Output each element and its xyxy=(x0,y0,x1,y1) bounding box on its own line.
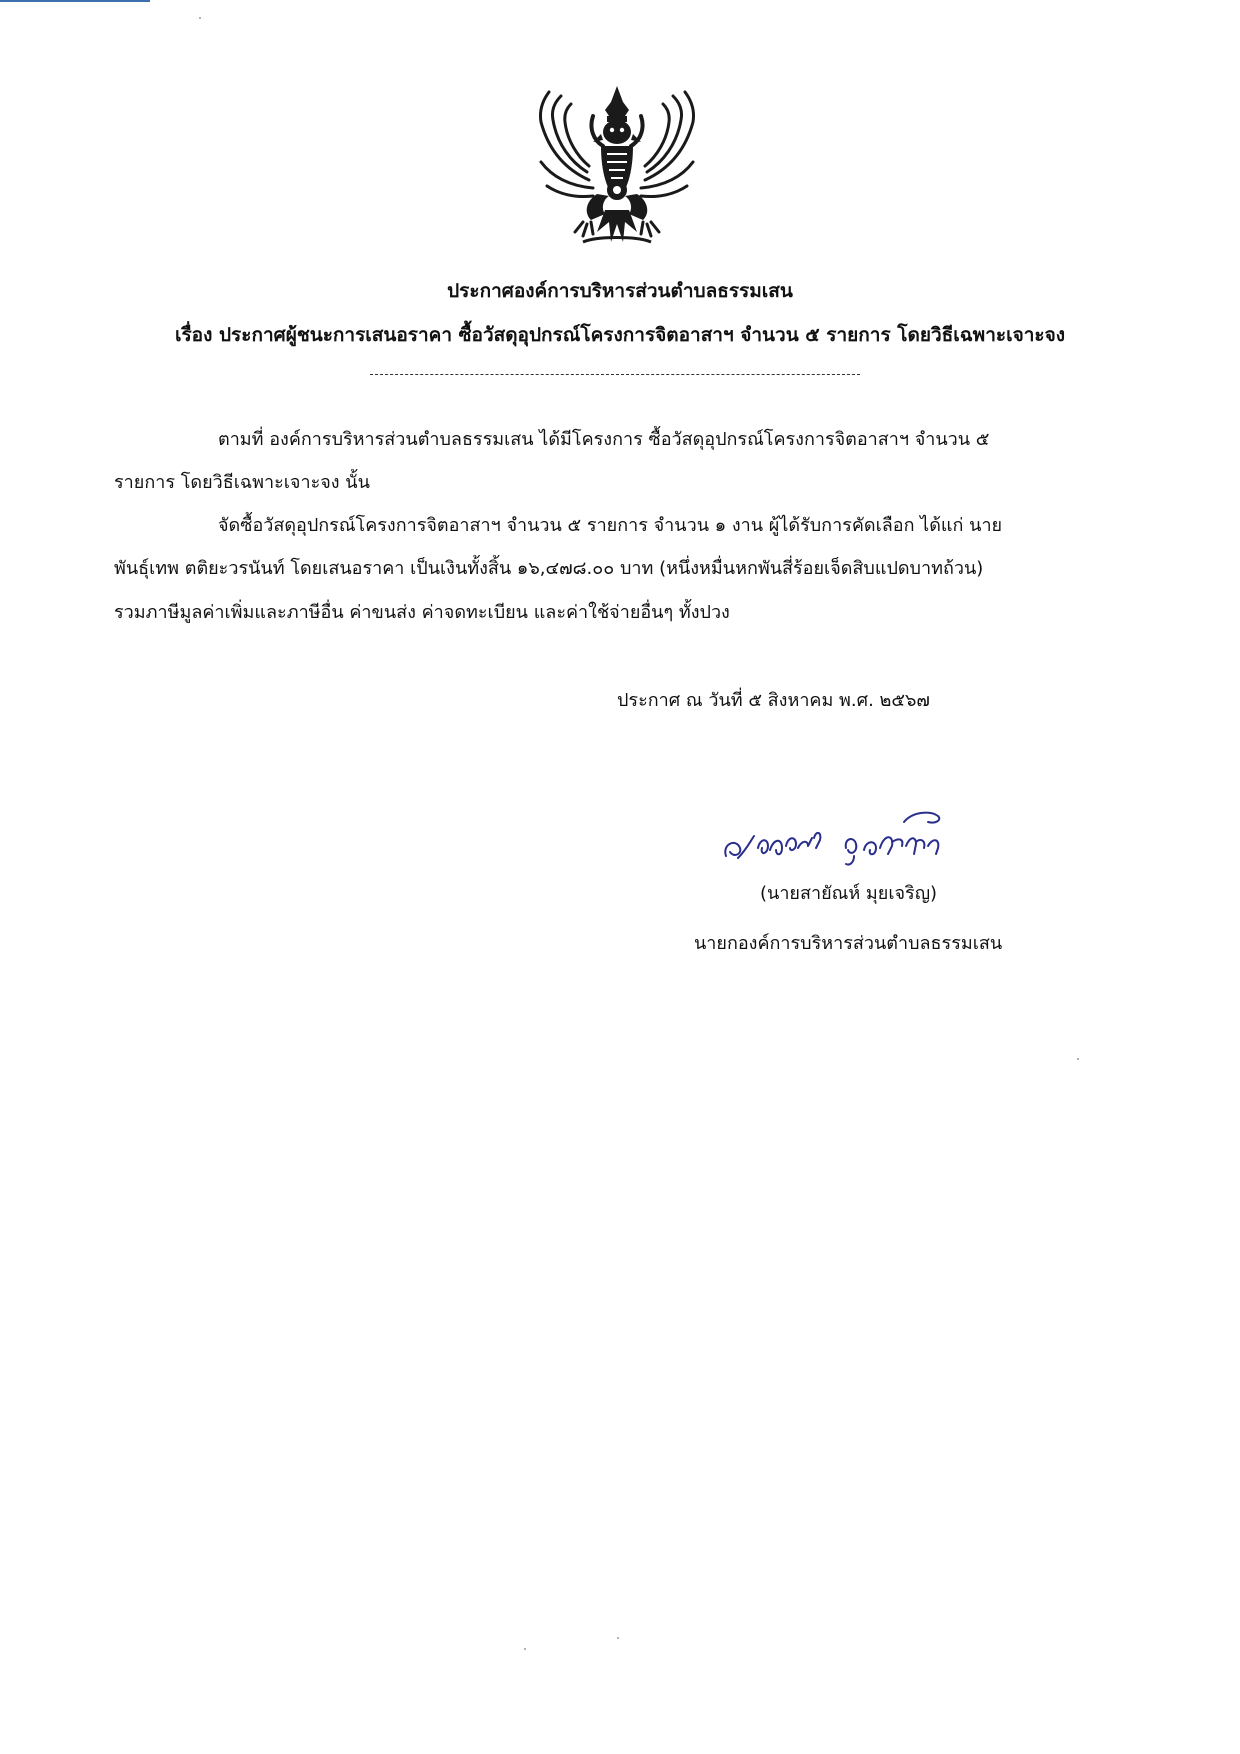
paragraph-1-line-1: ตามที่ องค์การบริหารส่วนตำบลธรรมเสน ได้มีโครงการ ซื้อวัสดุอุปกรณ์โครงการจิตอาสาฯ จำนวน ๕ xyxy=(218,429,990,450)
signer-name: (นายสายัณห์ มุยเจริญ) xyxy=(760,883,938,904)
announcement-date: ประกาศ ณ วันที่ ๕ สิงหาคม พ.ศ. ๒๕๖๗ xyxy=(617,690,930,711)
scan-speck xyxy=(617,1637,619,1639)
document-issuer-title: ประกาศองค์การบริหารส่วนตำบลธรรมเสน xyxy=(447,280,793,302)
scan-speck xyxy=(1077,1058,1079,1060)
document-subject-line: เรื่อง ประกาศผู้ชนะการเสนอราคา ซื้อวัสดุอุปกรณ์โครงการจิตอาสาฯ จำนวน ๕ รายการ โดยวิธีเฉพาะเจาะจง xyxy=(174,324,1065,346)
scan-speck xyxy=(524,1648,526,1650)
paragraph-2-line-2: พันธุ์เทพ ตติยะวรนันท์ โดยเสนอราคา เป็นเงินทั้งสิ้น ๑๖,๔๗๘.๐๐ บาท (หนึ่งหมื่นหกพันสี่ร้อยเจ็ดสิบแปดบาทถ้วน) xyxy=(114,558,984,579)
signer-position: นายกองค์การบริหารส่วนตำบลธรรมเสน xyxy=(694,933,1003,954)
scan-speck xyxy=(199,17,201,19)
scan-edge-mark xyxy=(0,0,150,2)
garuda-emblem-icon xyxy=(527,82,707,252)
handwritten-signature xyxy=(716,798,1036,872)
header-separator xyxy=(370,374,860,375)
paragraph-2-line-1: จัดซื้อวัสดุอุปกรณ์โครงการจิตอาสาฯ จำนวน ๕ รายการ จำนวน ๑ งาน ผู้ได้รับการคัดเลือก ได้แก่ นาย xyxy=(218,515,1003,536)
paragraph-2-line-3: รวมภาษีมูลค่าเพิ่มและภาษีอื่น ค่าขนส่ง ค่าจดทะเบียน และค่าใช้จ่ายอื่นๆ ทั้งปวง xyxy=(114,602,730,623)
paragraph-1-line-2: รายการ โดยวิธีเฉพาะเจาะจง นั้น xyxy=(114,472,370,493)
